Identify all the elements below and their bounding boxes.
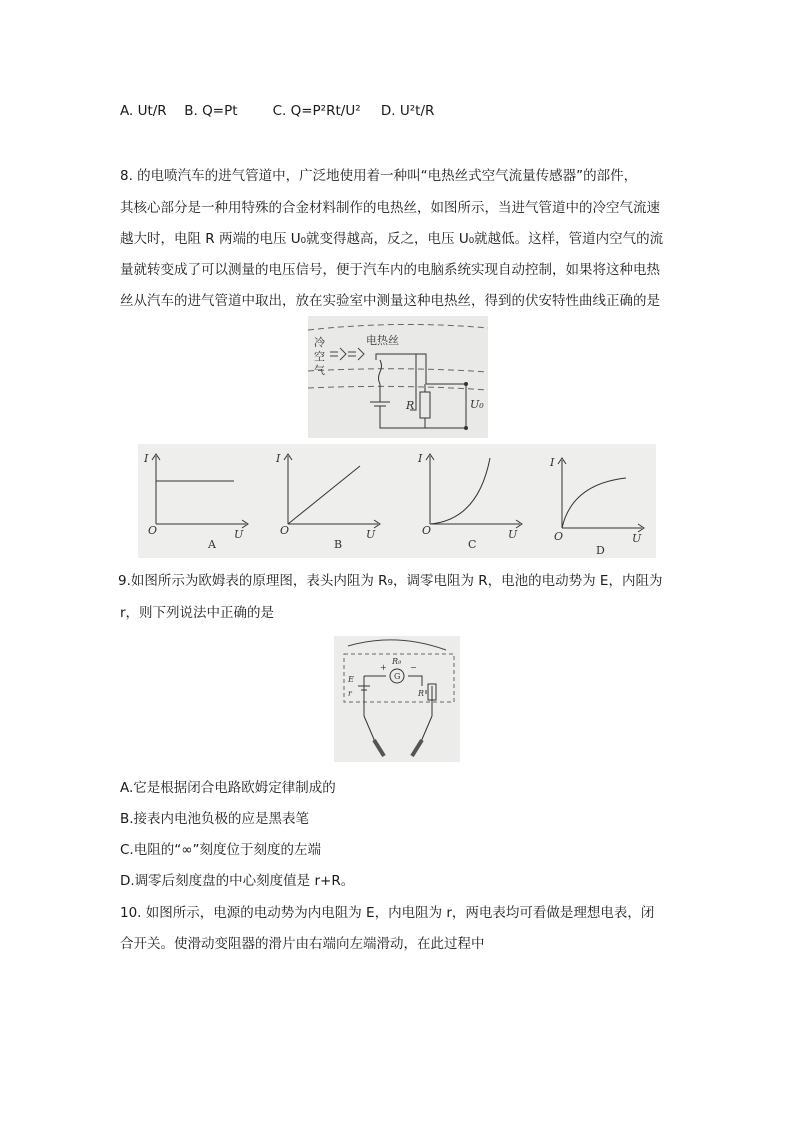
graph-b: [275, 452, 380, 551]
test-probe-icon: [374, 740, 422, 756]
q10-line-2: 合开关。使滑动变阻器的滑片由右端向左端滑动，在此过程中: [120, 936, 485, 952]
pipe-bottom-edge: [308, 386, 488, 390]
q8-line-1: 8. 的电喷汽车的进气管道中，广泛地使用着一种叫“电热丝式空气流量传感器”的部件，: [120, 168, 638, 184]
q8-line-5: 丝从汽车的进气管道中取出，放在实验室中测量这种电热丝，得到的伏安特性曲线正确的是: [120, 293, 660, 309]
q9-line-1: 9.如图所示为欧姆表的原理图，表头内阻为 R₉，调零电阻为 R，电池的电动势为 E，内阻为: [118, 573, 663, 589]
q7-option-d: D. U²t/R: [380, 103, 435, 119]
graph-a-i-label: I: [144, 452, 149, 465]
cold-air-label-1: 冷: [314, 336, 325, 349]
q9-option-a: A.它是根据闭合电路欧姆定律制成的: [120, 780, 336, 796]
battery-icon: [370, 384, 426, 428]
internal-resistance-label: r: [348, 689, 352, 698]
voltage-label: U₀: [470, 398, 484, 411]
test-lead-wire: [364, 716, 432, 744]
graph-a: [143, 452, 248, 551]
graph-d-i-label: I: [550, 456, 555, 469]
resistor-icon: [420, 392, 430, 418]
air-flow-arrow-icon: [330, 348, 346, 360]
q9-option-c: C.电阻的“∞”刻度位于刻度的左端: [120, 842, 321, 858]
q7-option-c: C. Q=P²Rt/U²: [272, 103, 361, 119]
rg-label: R₉: [392, 657, 402, 666]
graph-c-letter: C: [468, 538, 477, 551]
graph-d: [549, 456, 644, 557]
q7-options-row: [120, 101, 434, 121]
q10-line-1: 10. 如图所示，电源的电动势为内电阻为 E，内电阻为 r，两电表均可看做是理想电表，闭: [120, 905, 655, 921]
q9-option-b: B.接表内电池负极的应是黑表笔: [120, 811, 310, 827]
graph-b-origin-label: O: [280, 524, 290, 537]
plus-label: +: [380, 663, 387, 672]
pipe-mid-edge: [308, 369, 488, 372]
graph-c-origin-label: O: [422, 524, 432, 537]
q9-ohmmeter-figure: [334, 636, 460, 762]
minus-label: −: [410, 663, 417, 672]
graph-d-origin-label: O: [554, 530, 564, 543]
q9-option-d: D.调零后刻度盘的中心刻度值是 r+R。: [120, 873, 355, 889]
cold-air-label-3: 气: [314, 364, 325, 377]
q8-graphs-figure: [138, 444, 656, 558]
graph-c-curve: [430, 458, 490, 524]
heating-wire-label: 电热丝: [366, 334, 399, 347]
graph-c-i-label: I: [418, 452, 423, 465]
graph-b-curve: [288, 466, 360, 524]
q8-sensor-figure: [308, 316, 488, 438]
cold-air-label-2: 空: [314, 350, 325, 363]
graph-d-curve: [562, 478, 626, 528]
q8-line-3: 越大时，电阻 R 两端的电压 U₀就变得越高，反之，电压 U₀就越低。这样，管道内空气的流: [120, 231, 664, 247]
heating-wire-icon: [379, 360, 382, 384]
graph-a-origin-label: O: [148, 524, 158, 537]
q7-option-a: A. Ut/R: [120, 103, 167, 119]
graph-b-i-label: I: [276, 452, 281, 465]
emf-label: E: [348, 675, 354, 684]
rheostat-label: R: [418, 689, 425, 698]
q8-line-4: 量就转变成了可以测量的电压信号，便于汽车内的电脑系统实现自动控制，如果将这种电热: [120, 262, 660, 278]
galvanometer-label: G: [394, 672, 401, 681]
pipe-top-edge: [308, 324, 488, 330]
graph-d-u-label: U: [632, 532, 642, 545]
graph-b-u-label: U: [366, 528, 376, 541]
resistor-label: R: [406, 399, 415, 412]
air-flow-arrow-icon: [348, 348, 364, 360]
graph-a-letter: A: [208, 538, 216, 551]
graph-d-letter: D: [596, 544, 605, 557]
graph-c: [417, 452, 522, 551]
q9-line-2: r，则下列说法中正确的是: [120, 605, 275, 621]
graph-a-u-label: U: [234, 528, 244, 541]
graph-c-u-label: U: [508, 528, 518, 541]
q8-line-2: 其核心部分是一种用特殊的合金材料制作的电热丝，如图所示，当进气管道中的冷空气流速: [120, 200, 660, 216]
q7-option-b: B. Q=Pt: [184, 103, 238, 119]
graph-b-letter: B: [334, 538, 343, 551]
circuit-wire: [425, 384, 466, 428]
